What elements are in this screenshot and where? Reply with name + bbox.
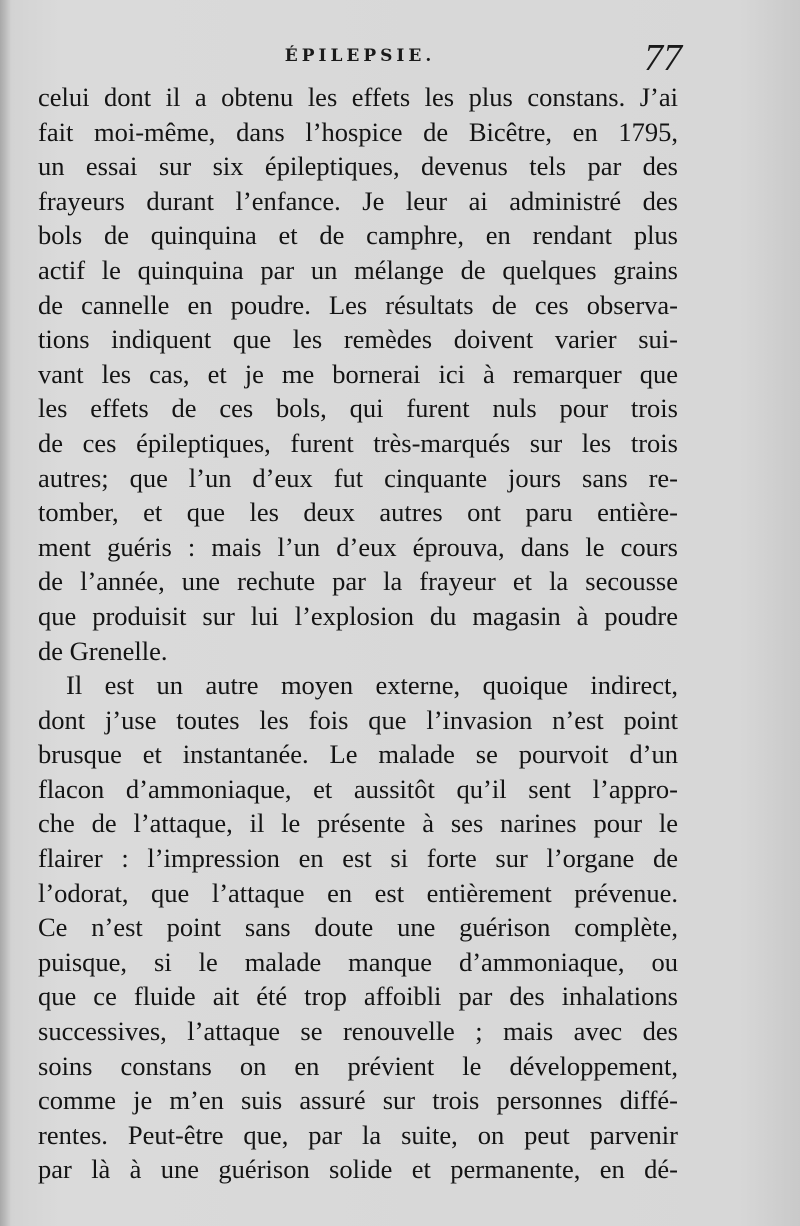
text-line: que produisit sur lui l’explosion du magasin à poudre xyxy=(38,600,678,631)
body-text xyxy=(38,80,678,1187)
text-line: de cannelle en poudre. Les résultats de ces observa- xyxy=(38,289,678,320)
page-gutter-shadow xyxy=(0,0,10,1226)
text-line: ment guéris : mais l’un d’eux éprouva, dans le cours xyxy=(38,531,678,562)
text-line: par là à une guérison solide et permanente, en dé- xyxy=(38,1154,678,1185)
text-line: successives, l’attaque se renouvelle ; mais avec des xyxy=(38,1016,678,1047)
paragraph xyxy=(38,668,678,1187)
text-line: de Grenelle. xyxy=(38,635,168,666)
text-line: Ce n’est point sans doute une guérison complète, xyxy=(38,912,678,943)
text-line: autres; que l’un d’eux fut cinquante jours sans re- xyxy=(38,462,678,493)
text-line: celui dont il a obtenu les effets les plus constans. J’ai xyxy=(38,82,678,112)
text-line: flacon d’ammoniaque, et aussitôt qu’il sent l’appro- xyxy=(38,773,678,804)
text-line: che de l’attaque, il le présente à ses narines pour le xyxy=(38,808,678,839)
running-title: ÉPILEPSIE. xyxy=(284,46,436,66)
text-line: flairer : l’impression en est si forte sur l’organe de xyxy=(38,843,678,874)
text-line: comme je m’en suis assuré sur trois personnes diffé- xyxy=(38,1085,678,1116)
text-line: un essai sur six épileptiques, devenus tels par des xyxy=(38,151,678,182)
text-line: tions indiquent que les remèdes doivent varier sui- xyxy=(38,324,678,355)
text-line: les effets de ces bols, qui furent nuls pour trois xyxy=(38,393,678,424)
text-line: de ces épileptiques, furent très-marqués sur les trois xyxy=(38,427,678,458)
text-line: brusque et instantanée. Le malade se pourvoit d’un xyxy=(38,739,678,770)
text-line: que ce fluide ait été trop affoibli par des inhalations xyxy=(38,981,678,1012)
text-line: actif le quinquina par un mélange de quelques grains xyxy=(38,254,678,285)
text-line: tomber, et que les deux autres ont paru entière- xyxy=(38,497,678,528)
page-number: 77 xyxy=(644,37,682,79)
text-line: de l’année, une rechute par la frayeur et la secousse xyxy=(38,566,678,597)
text-line: puisque, si le malade manque d’ammoniaque, ou xyxy=(38,946,678,977)
text-line: bols de quinquina et de camphre, en rendant plus xyxy=(38,220,678,251)
paragraph xyxy=(38,80,678,668)
text-line: rentes. Peut-être que, par la suite, on peut parvenir xyxy=(38,1119,678,1150)
text-line: l’odorat, que l’attaque en est entièrement prévenue. xyxy=(38,877,678,908)
text-line: fait moi-même, dans l’hospice de Bicêtre, en 1795, xyxy=(38,116,678,147)
text-line: dont j’use toutes les fois que l’invasion n’est point xyxy=(38,704,678,735)
text-line: frayeurs durant l’enfance. Je leur ai administré des xyxy=(38,185,678,216)
text-line: Il est un autre moyen externe, quoique indirect, xyxy=(66,670,678,701)
text-line: soins constans on en prévient le développement, xyxy=(38,1050,678,1081)
text-line: vant les cas, et je me bornerai ici à remarquer que xyxy=(38,358,678,389)
